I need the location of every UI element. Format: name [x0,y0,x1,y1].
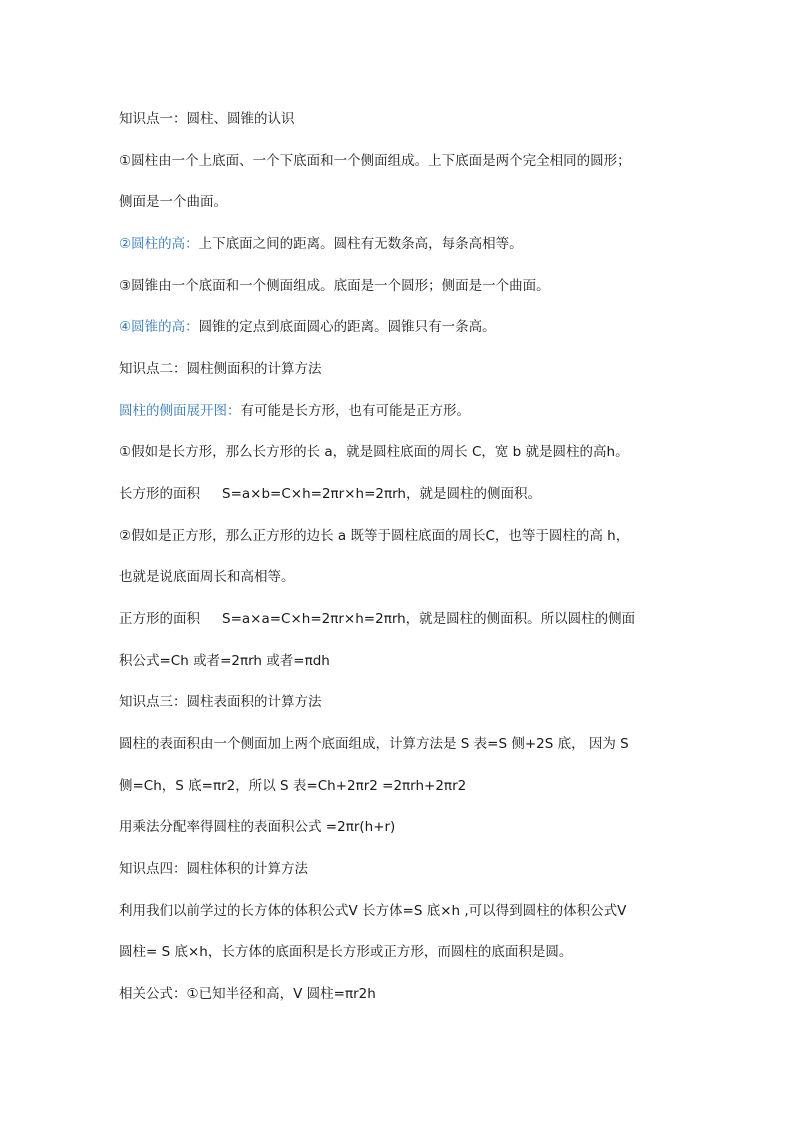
label-rectangle-area: 长方形的面积 [119,486,200,502]
paragraph-square-area [119,610,709,628]
paragraph-distributive-formula: 用乘法分配率得圆柱的表面积公式 =2πr(h+r) [119,819,396,835]
paragraph-related-formula: 相关公式：①已知半径和高，V 圆柱=πr2h [119,986,376,1002]
paragraph-surface-area-formula: 侧=Ch，S 底=πr2，所以 S 表=Ch+2πr2 =2πrh+2πr2 [119,778,467,794]
formula-square-area: S=a×a=C×h=2πr×h=2πrh，就是圆柱的侧面积。所以圆柱的侧面 [222,611,636,627]
definition-cylinder-height: 上下底面之间的距离。圆柱有无数条高，每条高相等。 [198,236,523,252]
heading-knowledge-point-1: 知识点一：圆柱、圆锥的认识 [119,111,295,127]
term-cylinder-height: ②圆柱的高： [119,236,199,252]
paragraph-surface-area: 圆柱的表面积由一个侧面加上两个底面组成，计算方法是 S 表=S 侧+2S 底， 因为 S [119,736,629,752]
paragraph-cone-height [119,318,709,336]
paragraph-volume-derivation: 利用我们以前学过的长方体的体积公式V 长方体=S 底×h ,可以得到圆柱的体积公式V [119,903,627,919]
label-square-area: 正方形的面积 [119,611,200,627]
formula-rectangle-area: S=a×b=C×h=2πr×h=2πrh，就是圆柱的侧面积。 [222,486,541,502]
paragraph-lateral-formula: 积公式=Ch 或者=2πrh 或者=πdh [119,653,330,669]
definition-lateral-unfolding: 有可能是长方形，也有可能是正方形。 [240,403,470,419]
paragraph-volume-base: 圆柱= S 底×h，长方体的底面积是长方形或正方形，而圆柱的底面积是圆。 [119,944,573,960]
paragraph-lateral-unfolding [119,402,709,420]
paragraph-cone-composition: ③圆锥由一个底面和一个侧面组成。底面是一个圆形；侧面是一个曲面。 [119,278,550,294]
term-lateral-unfolding: 圆柱的侧面展开图： [119,403,241,419]
paragraph-cylinder-composition: ①圆柱由一个上底面、一个下底面和一个侧面组成。上下底面是两个完全相同的圆形； [119,153,631,169]
paragraph-lateral-surface: 侧面是一个曲面。 [119,194,227,210]
paragraph-rectangle-case: ①假如是长方形，那么长方形的长 a，就是圆柱底面的周长 C，宽 b 就是圆柱的高h。 [119,444,629,460]
paragraph-rectangle-area [119,485,709,503]
definition-cone-height: 圆锥的定点到底面圆心的距离。圆锥只有一条高。 [198,319,496,335]
paragraph-square-case: ②假如是正方形，那么正方形的边长 a 既等于圆柱底面的周长C，也等于圆柱的高 h， [119,528,630,544]
paragraph-square-case-cont: 也就是说底面周长和高相等。 [119,569,295,585]
term-cone-height: ④圆锥的高： [119,319,199,335]
heading-knowledge-point-3: 知识点三：圆柱表面积的计算方法 [119,694,322,710]
paragraph-cylinder-height [119,235,709,253]
heading-knowledge-point-4: 知识点四：圆柱体积的计算方法 [119,861,308,877]
heading-knowledge-point-2: 知识点二：圆柱侧面积的计算方法 [119,361,322,377]
